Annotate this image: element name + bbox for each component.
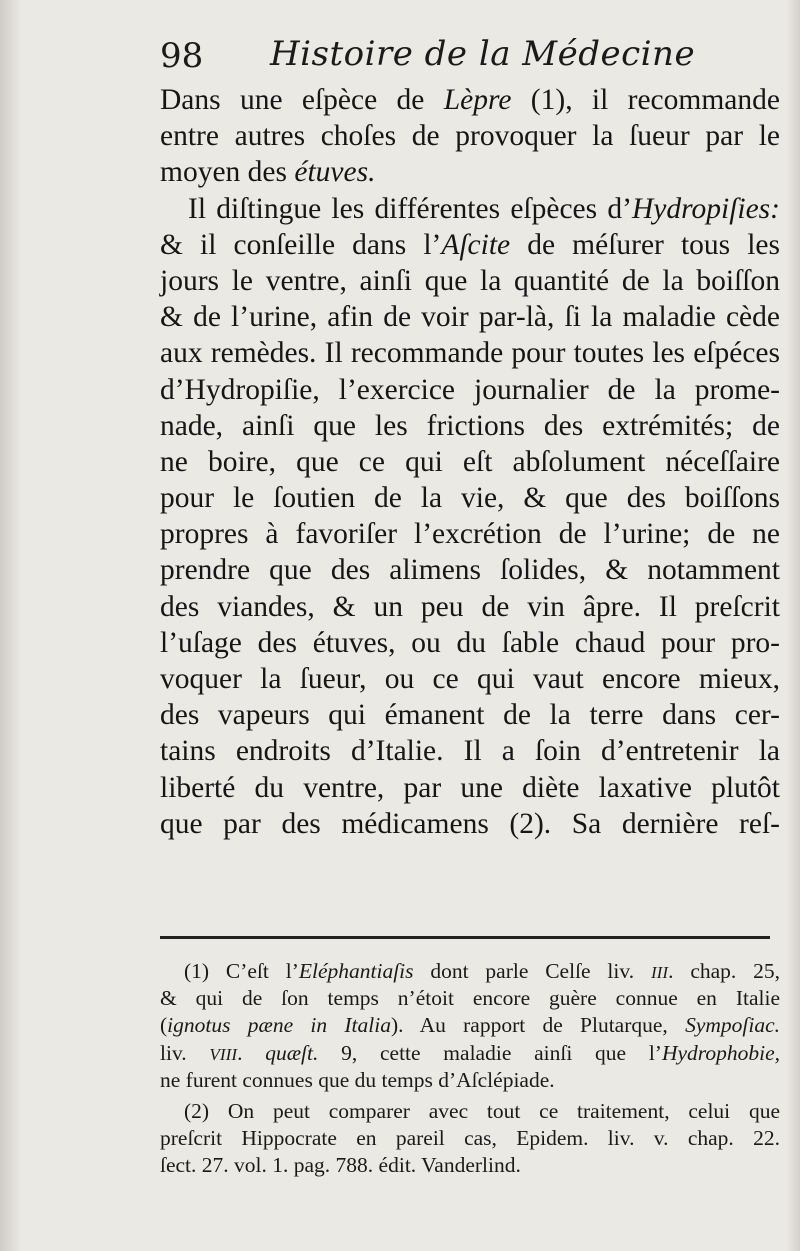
text-run: entre autres choſes de provoquer la ſueur par le <box>160 120 780 153</box>
text-run: Sympoſiac. <box>685 1013 781 1038</box>
body-line <box>160 154 780 190</box>
text-run: étuves. <box>294 156 376 189</box>
text-run: de méſurer tous les <box>510 228 780 261</box>
text-run: & de l’urine, afin de voir par-là, ſi la maladie cède <box>160 301 780 334</box>
body-line <box>160 227 780 263</box>
footnote-line <box>160 1152 780 1179</box>
body-line <box>160 191 780 227</box>
body-line <box>160 299 780 335</box>
body-line <box>160 697 780 733</box>
text-run: Aſcite <box>441 228 511 261</box>
body-line <box>160 118 780 154</box>
footnote-line <box>160 1067 780 1094</box>
text-run: liv. <box>160 1040 210 1065</box>
text-run: Lèpre <box>443 84 512 116</box>
text-run: nade, ainſi que les frictions des extrémités; de <box>160 409 780 442</box>
body-line <box>160 661 780 697</box>
text-run: Dans une eſpèce de <box>160 84 444 116</box>
body-line <box>160 516 780 552</box>
footnote-line <box>160 958 780 985</box>
text-run: (1), il recommande <box>511 84 780 116</box>
body-line <box>160 480 780 516</box>
text-run: Il diſtingue les différentes eſpèces d’ <box>188 192 632 225</box>
text-run: propres à favoriſer l’excrétion de l’urine; de ne <box>160 518 780 551</box>
text-run: que par des médicamens (2). Sa dernière reſ- <box>160 807 780 840</box>
text-run: ( <box>160 1013 168 1038</box>
text-run: dont parle Celſe liv. <box>413 959 651 983</box>
text-run: VIII <box>209 1044 238 1064</box>
body-line <box>160 408 780 444</box>
text-run: ignotus pæne in Italia <box>167 1013 391 1038</box>
body-line <box>160 335 780 371</box>
body-line <box>160 770 780 806</box>
footnote-rule <box>160 936 770 939</box>
text-run: Eléphantiaſis <box>298 959 414 983</box>
text-run: quæſt. <box>265 1040 319 1065</box>
text-run: prendre que des alimens ſolides, & notamment <box>160 554 780 587</box>
body-line <box>160 625 780 661</box>
text-run: voquer la ſueur, ou ce qui vaut encore mieux, <box>160 663 780 695</box>
running-title: Histoire de la Médecine <box>270 34 696 74</box>
body-line <box>160 444 780 480</box>
text-run: tains endroits d’Italie. Il a ſoin d’entretenir la <box>160 735 780 768</box>
text-run: jours le ventre, ainſi que la quantité de la boiſſon <box>160 264 780 297</box>
text-run: (2) On peut comparer avec tout ce traitement, celui que <box>184 1098 780 1123</box>
body-line <box>160 82 780 118</box>
text-run: liberté du ventre, par une diète laxative plutôt <box>160 771 780 804</box>
page-header <box>160 30 780 90</box>
text-run: ). Au rapport de Plutarque, <box>390 1013 686 1038</box>
text-run: des viandes, & un peu de vin âpre. Il preſcrit <box>160 590 780 623</box>
body-line <box>160 552 780 588</box>
text-run: III <box>650 963 669 982</box>
text-run: pour le ſoutien de la vie, & que des boiſſons <box>160 482 780 515</box>
text-run: . chap. 25, <box>668 959 780 983</box>
text-run: moyen des <box>160 156 295 189</box>
footnote-line <box>160 1098 780 1125</box>
text-run: preſcrit Hippocrate en pareil cas, Epidem. liv. v. chap. 22. <box>160 1126 780 1151</box>
text-run: & il conſeille dans l’ <box>160 228 442 261</box>
body-line <box>160 589 780 625</box>
text-run: ne furent connues que du temps d’Aſclépiade. <box>160 1067 555 1092</box>
body-line <box>160 372 780 408</box>
text-run: l’uſage des étuves, ou du ſable chaud pour pro- <box>160 626 780 659</box>
text-run: (1) C’eſt l’ <box>184 959 299 983</box>
body-text <box>160 82 780 842</box>
text-run: . <box>237 1040 266 1065</box>
footnote-line <box>160 1040 780 1067</box>
text-run: Hydropiſies: <box>631 192 780 225</box>
text-run: 9, cette maladie ainſi que l’ <box>318 1040 662 1065</box>
page-number: 98 <box>160 36 204 76</box>
footnote-line <box>160 1125 780 1152</box>
text-run: d’Hydropiſie, l’exercice journalier de la prome- <box>160 373 780 406</box>
text-run: aux remèdes. Il recommande pour toutes les eſpéces <box>160 337 780 370</box>
text-run: ſect. 27. vol. 1. pag. 788. édit. Vanderlind. <box>160 1153 521 1178</box>
text-run: Hydrophobie, <box>661 1040 781 1065</box>
text-run: & qui de ſon temps n’étoit encore guère connue en Italie <box>160 986 780 1011</box>
footnotes <box>160 958 780 1180</box>
body-line <box>160 263 780 299</box>
footnote-line <box>160 985 780 1012</box>
text-run: des vapeurs qui émanent de la terre dans cer- <box>160 699 780 732</box>
footnote-line <box>160 1012 780 1039</box>
text-run: ne boire, que ce qui eſt abſolument néceſſaire <box>160 445 780 478</box>
body-line <box>160 733 780 769</box>
body-line <box>160 806 780 842</box>
